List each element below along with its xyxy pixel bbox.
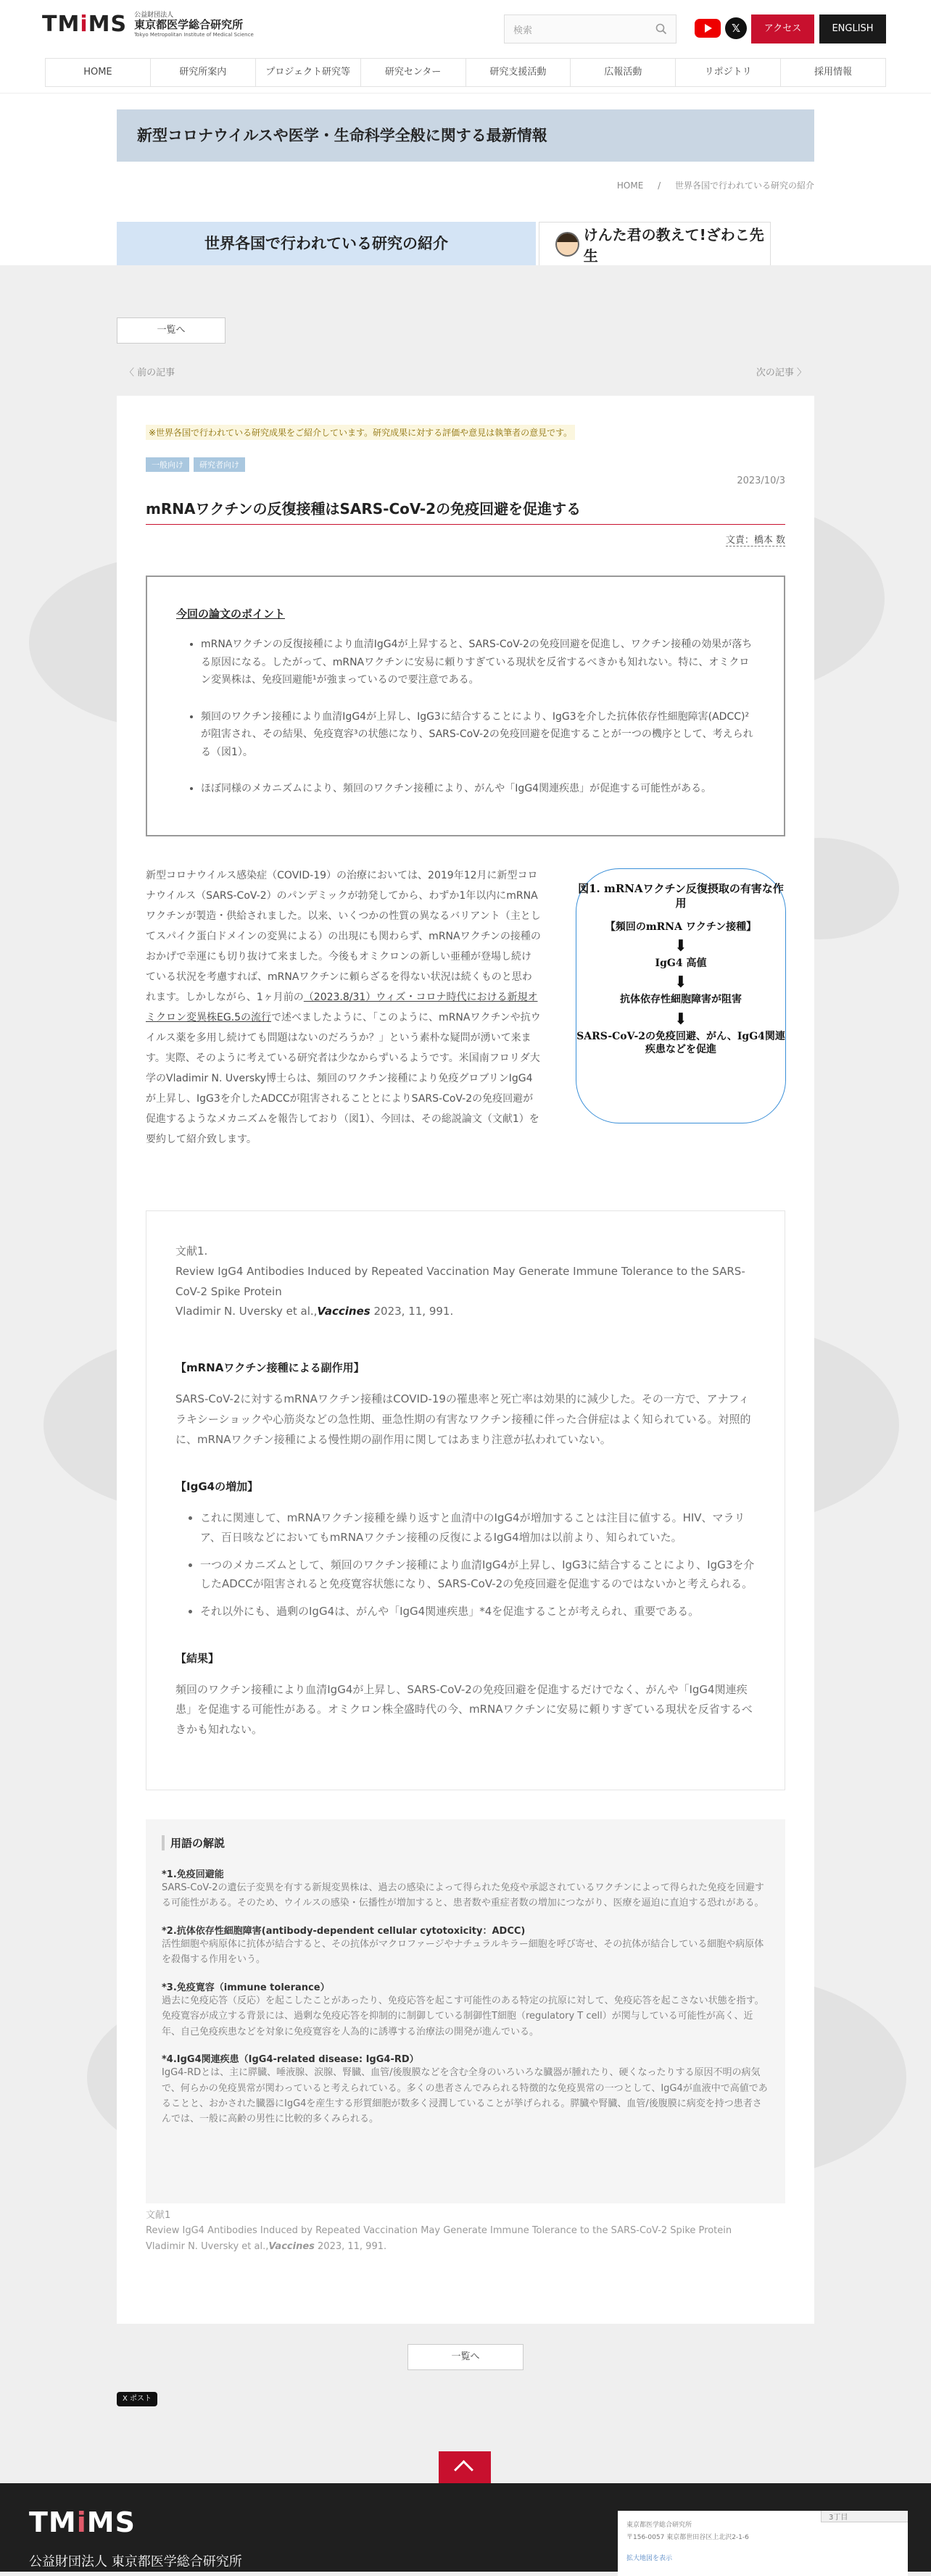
- key-point: • ほぼ同様のメカニズムにより、頻回のワクチン接種により、がんや「IgG4関連疾患」が促進する可能性がある。: [201, 780, 755, 798]
- breadcrumb-separator: /: [658, 180, 661, 191]
- glossary-term: *4.IgG4関連疾患（IgG4-related disease: IgG4-RD）: [162, 2054, 419, 2066]
- back-to-list-bottom-button[interactable]: 一覧へ: [407, 2344, 524, 2370]
- youtube-icon[interactable]: [695, 19, 721, 38]
- page-title: 新型コロナウイルスや医学・生命科学全般に関する最新情報: [117, 109, 814, 162]
- map-place-name: 東京都医学総合研究所: [626, 2522, 692, 2529]
- section-body: SARS-CoV-2に対するmRNAワクチン接種はCOVID-19の罹患率と死亡率は効果的に減少した。その一方で、アナフィラキシーショックや心筋炎などの急性期、亜急性期の有害なワクチン接種に伴った合併症はよく知られている。対照的に、mRNAワクチン接種による慢性期の副作用に関してはあまり注意が払われていない。: [175, 1392, 751, 1446]
- glossary-desc: IgG4-RDとは、主に膵臓、唾液腺、涙腺、腎臓、血管/後腹膜などを含む全身のいろいろな臓器が腫れたり、硬くなったりする原因不明の病気で、何らかの免疫異常が関わっていると考えられている。多くの患者さんでみられる特徴的な免疫異常の一つとして、IgG4が血液中で高値であることと、おかされた臓器にIgG4を産生する形質細胞が数多く浸潤していることが挙げられる。膵臓や腎臓、血管/後腹膜に病変を持つ患者さんでは、一般に高齢の男性に比較的多くみられる。: [162, 2067, 768, 2125]
- kenta-avatar-icon: [555, 232, 579, 257]
- logo-name: 東京都医学総合研究所: [134, 18, 244, 32]
- reference-block: [175, 1242, 756, 1322]
- figure-step: 抗体依存性細胞障害が阻害: [620, 994, 742, 1006]
- down-arrow-icon: ⬇: [674, 973, 688, 992]
- list-item: • それ以外にも、過剰のIgG4は、がんや「IgG4関連疾患」*4を促進することが考えられ、重要である。: [200, 1602, 756, 1621]
- glossary-desc: SARS-CoV-2の遺伝子変異を有する新規変異株は、過去の感染によって得られた免疫や承認されているワクチンによって得られた免疫を回避する可能性がある。そのため、ウイルスの感染・伝播性が増加すると、患者数や重症者数の増加につながり、医療を逼迫に直迫する恐れがある。: [162, 1882, 764, 1909]
- english-button[interactable]: ENGLISH: [819, 14, 886, 43]
- figure-step: 【頻回のmRNA ワクチン接種】: [605, 921, 757, 933]
- breadcrumb: [617, 179, 814, 191]
- intro-paragraph: [146, 865, 541, 1150]
- section-heading: 【mRNAワクチン接種による副作用】: [175, 1361, 365, 1374]
- reference-authors: Vladimir N. Uversky et al.,: [175, 1305, 318, 1318]
- tab-kenta-label: けんた君の教えて!ざわこ先生: [583, 225, 764, 265]
- key-points-list: [176, 636, 755, 798]
- nav-item-recruit[interactable]: 採用情報: [814, 67, 853, 78]
- map-tab: 3丁目: [821, 2511, 908, 2522]
- breadcrumb-current: 世界各国で行われている研究の紹介: [674, 180, 814, 191]
- key-point: • mRNAワクチンの反復接種により血清IgG4が上昇すると、SARS-CoV-2の免疫回避を促進し、ワクチン接種の効果が落ちる原因になる。したがって、mRNAワクチンに安易に頼りすぎている現状を反省するべきかも知れない。特に、オミクロン変異株は、免疫回避能¹が強まっているので要注意である。: [201, 636, 755, 689]
- footer-org-name: 公益財団法人 東京都医学総合研究所: [29, 2554, 242, 2569]
- igg4-list: [175, 1508, 756, 1621]
- nav-item-pr[interactable]: 広報活動: [571, 59, 676, 86]
- footnote-label: 文献1: [146, 2210, 171, 2221]
- search-input[interactable]: [504, 14, 676, 43]
- logo-en: Tokyo Metropolitan Institute of Medical Science: [134, 31, 254, 38]
- footnote-reference: [146, 2208, 785, 2254]
- tab-kenta-sensei[interactable]: [539, 222, 771, 265]
- glossary-term: *1.免疫回避能: [162, 1869, 224, 1880]
- footer-logo[interactable]: TMiMS: [29, 2506, 136, 2538]
- main-content: [0, 265, 931, 2489]
- nav-item-support[interactable]: 研究支援活動: [466, 59, 571, 86]
- x-post-button[interactable]: X ポスト: [117, 2392, 157, 2406]
- figure-step: IgG4 高値: [655, 957, 707, 970]
- down-arrow-icon: ⬇: [674, 936, 688, 956]
- glossary-term: *2.抗体依存性細胞障害(antibody-dependent cellular cytotoxicity：ADCC): [162, 1925, 526, 1937]
- map-enlarge-link[interactable]: 拡大地図を表示: [626, 2555, 673, 2562]
- list-item: • これに関連して、mRNAワクチン接種を繰り返すと血清中のIgG4が増加することは注目に値する。HIV、マラリア、百日咳などにおいてもmRNAワクチン接種の反復によるIgG4増加は以前より、知られていた。: [200, 1508, 756, 1547]
- footer-map[interactable]: [618, 2511, 908, 2576]
- global-nav: [45, 58, 886, 87]
- article-title: mRNAワクチンの反復接種はSARS-CoV-2の免疫回避を促進する: [146, 497, 785, 525]
- nav-item-centers[interactable]: 研究センター: [361, 59, 466, 86]
- related-article-link[interactable]: （2023.8/31）ウィズ・コロナ時代における新規オミクロン変異株EG.5の流行: [146, 992, 538, 1023]
- logo-small-text: 公益財団法人: [134, 12, 174, 19]
- glossary-desc: 過去に免疫応答（反応）を起こしたことがあったり、免疫応答を起こす可能性のある特定の抗原に対して、免疫応答を起こさない状態を指す。免疫寛容が成立する背景には、過剰な免疫応答を抑制的に制御している制御性T細胞（regulatory T cell）が関与している可能性が高く、近年、自己免疫疾患などを対象に免疫寛容を人為的に誘導する治療法の開発が進んでいる。: [162, 1995, 764, 2037]
- search-placeholder: 検索: [513, 25, 533, 36]
- tab-world-research[interactable]: 世界各国で行われている研究の紹介: [117, 222, 536, 265]
- intro-text-2: で述べましたように、「このように、mRNAワクチンや抗ウイルス薬を多用し続けても問題はないのだろうか？」という素朴な疑問が湧いて来ます。実際、そのように考えている研究者は少なからずいるようです。米国南フロリダ大学のVladimir N. Uversky博士らは、頻回のワクチン接種により免疫グロブリンIgG4が上昇し、IgG3を介したADCCが阻害されることとによりSARS-CoV-2の免疫回避が促進するようなメカニズムを報告しており（図1）、今回は、その総説論文（文献1）を要約して紹介致します。: [146, 1012, 541, 1145]
- footnote-authors: Vladimir N. Uversky et al.,: [146, 2240, 269, 2252]
- x-icon[interactable]: 𝕏: [725, 17, 747, 39]
- key-points-title: 今回の論文のポイント: [176, 607, 286, 620]
- glossary-box: [146, 1819, 785, 2203]
- glossary-title: 用語の解説: [162, 1835, 769, 1850]
- tag-general[interactable]: 一般向け: [146, 457, 189, 472]
- key-points-box: [146, 576, 785, 836]
- glossary-desc: 活性細胞や病原体に抗体が結合すると、その抗体がマクロファージやナチュラルキラー細胞を呼び寄せ、その抗体が結合している細胞や病原体を殺傷する作用をいう。: [162, 1938, 764, 1966]
- reference-journal: Vaccines: [317, 1305, 371, 1318]
- section-heading: 【IgG4の増加】: [175, 1480, 259, 1494]
- nav-item-about[interactable]: 研究所案内: [151, 59, 256, 86]
- next-article-link[interactable]: 次の記事 〉: [756, 367, 806, 378]
- site-logo[interactable]: [42, 12, 254, 38]
- article-author: 文責：橋本 数: [726, 532, 785, 547]
- breadcrumb-home[interactable]: HOME: [616, 180, 644, 191]
- nav-item-repository[interactable]: リポジトリ: [676, 59, 781, 86]
- site-header: [0, 0, 931, 93]
- page-tabs: [117, 222, 771, 265]
- nav-item-home[interactable]: HOME: [46, 59, 151, 86]
- nav-item-projects[interactable]: プロジェクト研究等: [256, 59, 361, 86]
- footnote-title: Review IgG4 Antibodies Induced by Repeated Vaccination May Generate Immune Tolerance to the SARS-CoV-2 Spike Protein: [146, 2225, 732, 2237]
- section-heading: 【結果】: [175, 1651, 220, 1665]
- logo-mark: TMiMS: [42, 12, 128, 38]
- section-body: 頻回のワクチン接種により血清IgG4が上昇し、SARS-CoV-2の免疫回避を促進するだけでなく、がんや「IgG4関連疾患」を促進する可能性がある。オミクロン株全盛時代の今、mRNAワクチンに安易に頼りすぎている現状を反省するべきかも知れない。: [175, 1682, 753, 1736]
- prev-article-link[interactable]: 〈 前の記事: [125, 367, 175, 378]
- search-icon[interactable]: [655, 23, 667, 35]
- figure-title: 図1. mRNAワクチン反復摂取の有害な作用: [578, 882, 784, 910]
- map-address: 〒156-0057 東京都世田谷区上北沢2-1-6: [626, 2534, 749, 2541]
- article-date: 2023/10/3: [737, 475, 785, 486]
- tag-list: [146, 457, 245, 472]
- page-top-button[interactable]: [439, 2451, 491, 2483]
- access-button[interactable]: アクセス: [751, 14, 814, 43]
- reference-title: Review IgG4 Antibodies Induced by Repeated Vaccination May Generate Immune Tolerance to the SARS-CoV-2 Spike Protein: [175, 1264, 745, 1298]
- hero: [0, 93, 931, 265]
- figure-step: SARS-CoV-2の免疫回避、がん、IgG4関連疾患などを促進: [576, 1030, 785, 1055]
- footnote-journal: Vaccines: [268, 2240, 315, 2252]
- list-item: • 一つのメカニズムとして、頻回のワクチン接種により血清IgG4が上昇し、IgG3に結合することにより、IgG3を介したADCCが阻害されると免疫寛容状態になり、SARS-CoV-2の免疫回避を促進するのではないかと考えられる。: [200, 1555, 756, 1594]
- article-card: [117, 396, 814, 2324]
- glossary-term: *3.免疫寛容（immune tolerance）: [162, 1982, 330, 1993]
- back-to-list-button[interactable]: 一覧へ: [117, 317, 225, 344]
- tag-researcher[interactable]: 研究者向け: [194, 457, 245, 472]
- disclaimer-note: ※世界各国で行われている研究成果をご紹介しています。研究成果に対する評価や意見は執筆者の意見です。: [146, 425, 575, 440]
- summary-section: [146, 1210, 785, 1790]
- site-footer: [0, 2483, 931, 2572]
- reference-label: 文献1.: [175, 1245, 208, 1258]
- intro-text-1: 新型コロナウイルス感染症（COVID-19）の治療においては、2019年12月に新型コロナウイルス（SARS-CoV-2）のパンデミックが勃発してから、わずか1年以内にmRNAワクチンが製造・供給されました。以来、いくつかの性質の異なるバリアント（主としてスパイク蛋白ドメインの変異による）の出現にも関わらず、mRNAワクチンの接種のおかげで幸運にも切り抜けて来ました。今後もオミクロンの新しい亜種が登場し続けている状況を考慮すれば、mRNAワクチンに頼らざるを得ない状況は続くものと思われます。しかしながら、1ヶ月前の: [146, 870, 541, 1003]
- footnote-volume: 2023, 11, 991.: [318, 2240, 387, 2252]
- reference-volume: 2023, 11, 991.: [373, 1305, 454, 1318]
- figure-1: [576, 868, 786, 1123]
- down-arrow-icon: ⬇: [674, 1009, 688, 1029]
- key-point: • 頻回のワクチン接種により血清IgG4が上昇し、IgG3に結合することにより、IgG3を介した抗体依存性細胞障害(ADCC)²が阻害され、その結果、免疫寛容³の状態になり、SARS-CoV-2の免疫回避を促進することが一つの機序として、考えられる（図1）。: [201, 708, 755, 762]
